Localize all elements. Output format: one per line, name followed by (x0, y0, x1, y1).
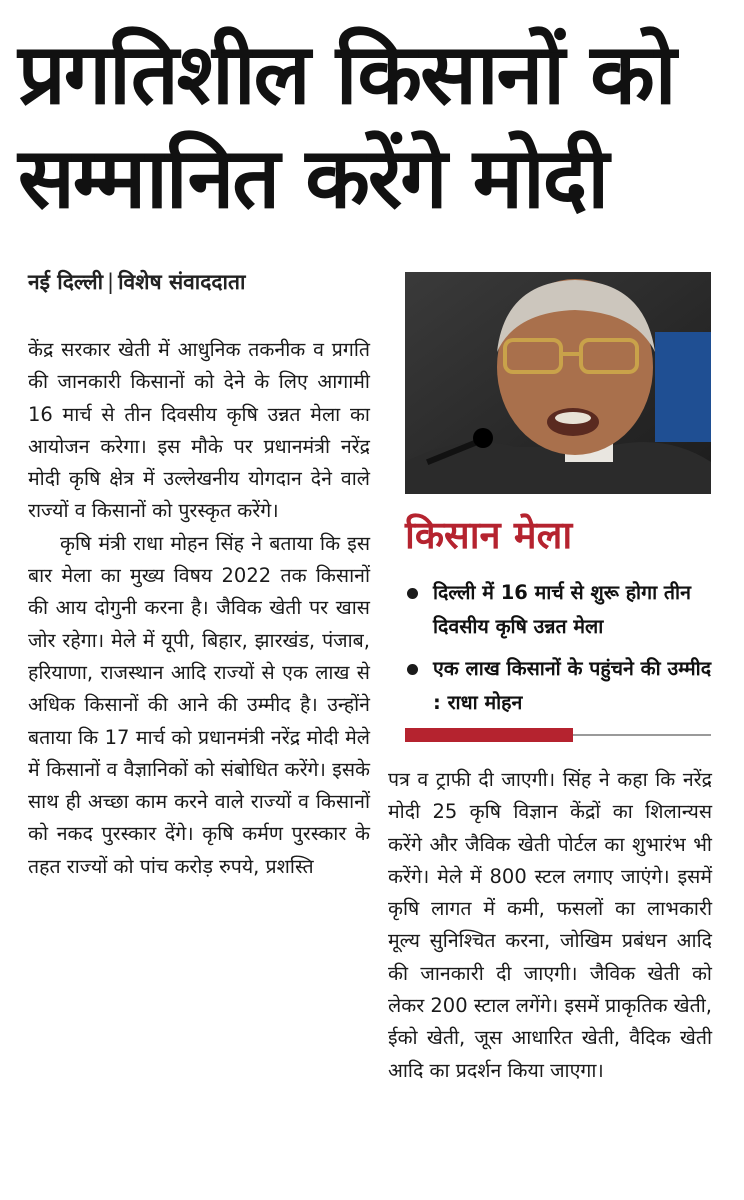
byline-separator: | (107, 270, 115, 294)
article-column-right (388, 764, 712, 1087)
article-paragraph-3: पत्र व ट्राफी दी जाएगी। सिंह ने कहा कि नरेंद्र मोदी 25 कृषि विज्ञान केंद्रों का शिलान्यस करेंगे और जैविक खेती पोर्टल का शुभारंभ भी करेंगे। मेले में 800 स्टल लगाए जाएंगे। इसमें कृषि लागत में कमी, फसलों का लाभकारी मूल्य सुनिश्चित करना, जोखिम प्रबंधन आदि की जानकारी दी जाएगी। जैविक खेती को लेकर 200 स्टाल लगेंगे। इसमें प्राकृतिक खेती, ईको खेती, जूस आधारित खेती, वैदिक खेती आदि का प्रदर्शन किया जाएगा। (388, 768, 712, 1082)
sidebar-bullet (405, 652, 725, 720)
minister-photo (405, 272, 711, 494)
byline-reporter: विशेष संवाददाता (118, 270, 246, 294)
sidebar-bullet (405, 576, 725, 644)
bullet-dot-icon (407, 664, 418, 675)
sidebar-bullet-text: दिल्ली में 16 मार्च से शुरू होगा तीन दिवसीय कृषि उन्नत मेला (433, 581, 691, 638)
sidebar-divider (405, 728, 711, 742)
divider-accent (405, 728, 573, 742)
article-paragraph-1: केंद्र सरकार खेती में आधुनिक तकनीक व प्रगति की जानकारी किसानों को देने के लिए आगामी 16 मार्च से तीन दिवसीय कृषि उन्नत मेला का आयोजन करेगा। इस मौके पर प्रधानमंत्री नरेंद्र मोदी कृषि क्षेत्र में उल्लेखनीय योगदान देने वाले राज्यों व किसानों को पुरस्कृत करेंगे। (28, 338, 370, 523)
sidebar-bullet-text: एक लाख किसानों के पहुंचने की उम्मीद : राधा मोहन (433, 657, 712, 714)
byline (28, 268, 245, 296)
divider-line (573, 734, 711, 736)
bullet-dot-icon (407, 588, 418, 599)
byline-place: नई दिल्ली (28, 270, 104, 294)
headline-line-1: प्रगतिशील किसानों को (18, 25, 675, 123)
headline (18, 22, 730, 230)
sidebar-title: किसान मेला (405, 513, 573, 557)
sidebar-bullet-list (405, 576, 725, 728)
article-paragraph-2: कृषि मंत्री राधा मोहन सिंह ने बताया कि इस बार मेला का मुख्य विषय 2022 तक किसानों की आय दोगुनी करना है। जैविक खेती पर खास जोर रहेगा। मेले में यूपी, बिहार, झारखंड, पंजाब, हरियाणा, राजस्थान आदि राज्यों से एक लाख से अधिक किसानों की आने की उम्मीद है। उन्होंने बताया कि 17 मार्च को प्रधानमंत्री नरेंद्र मोदी मेले में किसानों व वैज्ञानिकों को संबोधित करेंगे। इसके साथ ही अच्छा काम करने वाले राज्यों व किसानों को नकद पुरस्कार देंगे। कृषि कर्मण पुरस्कार के तहत राज्यों को पांच करोड़ रुपये, प्रशस्ति (28, 531, 370, 878)
headline-line-2: सम्मानित करेंगे मोदी (18, 129, 608, 227)
article-column-left (28, 334, 370, 883)
